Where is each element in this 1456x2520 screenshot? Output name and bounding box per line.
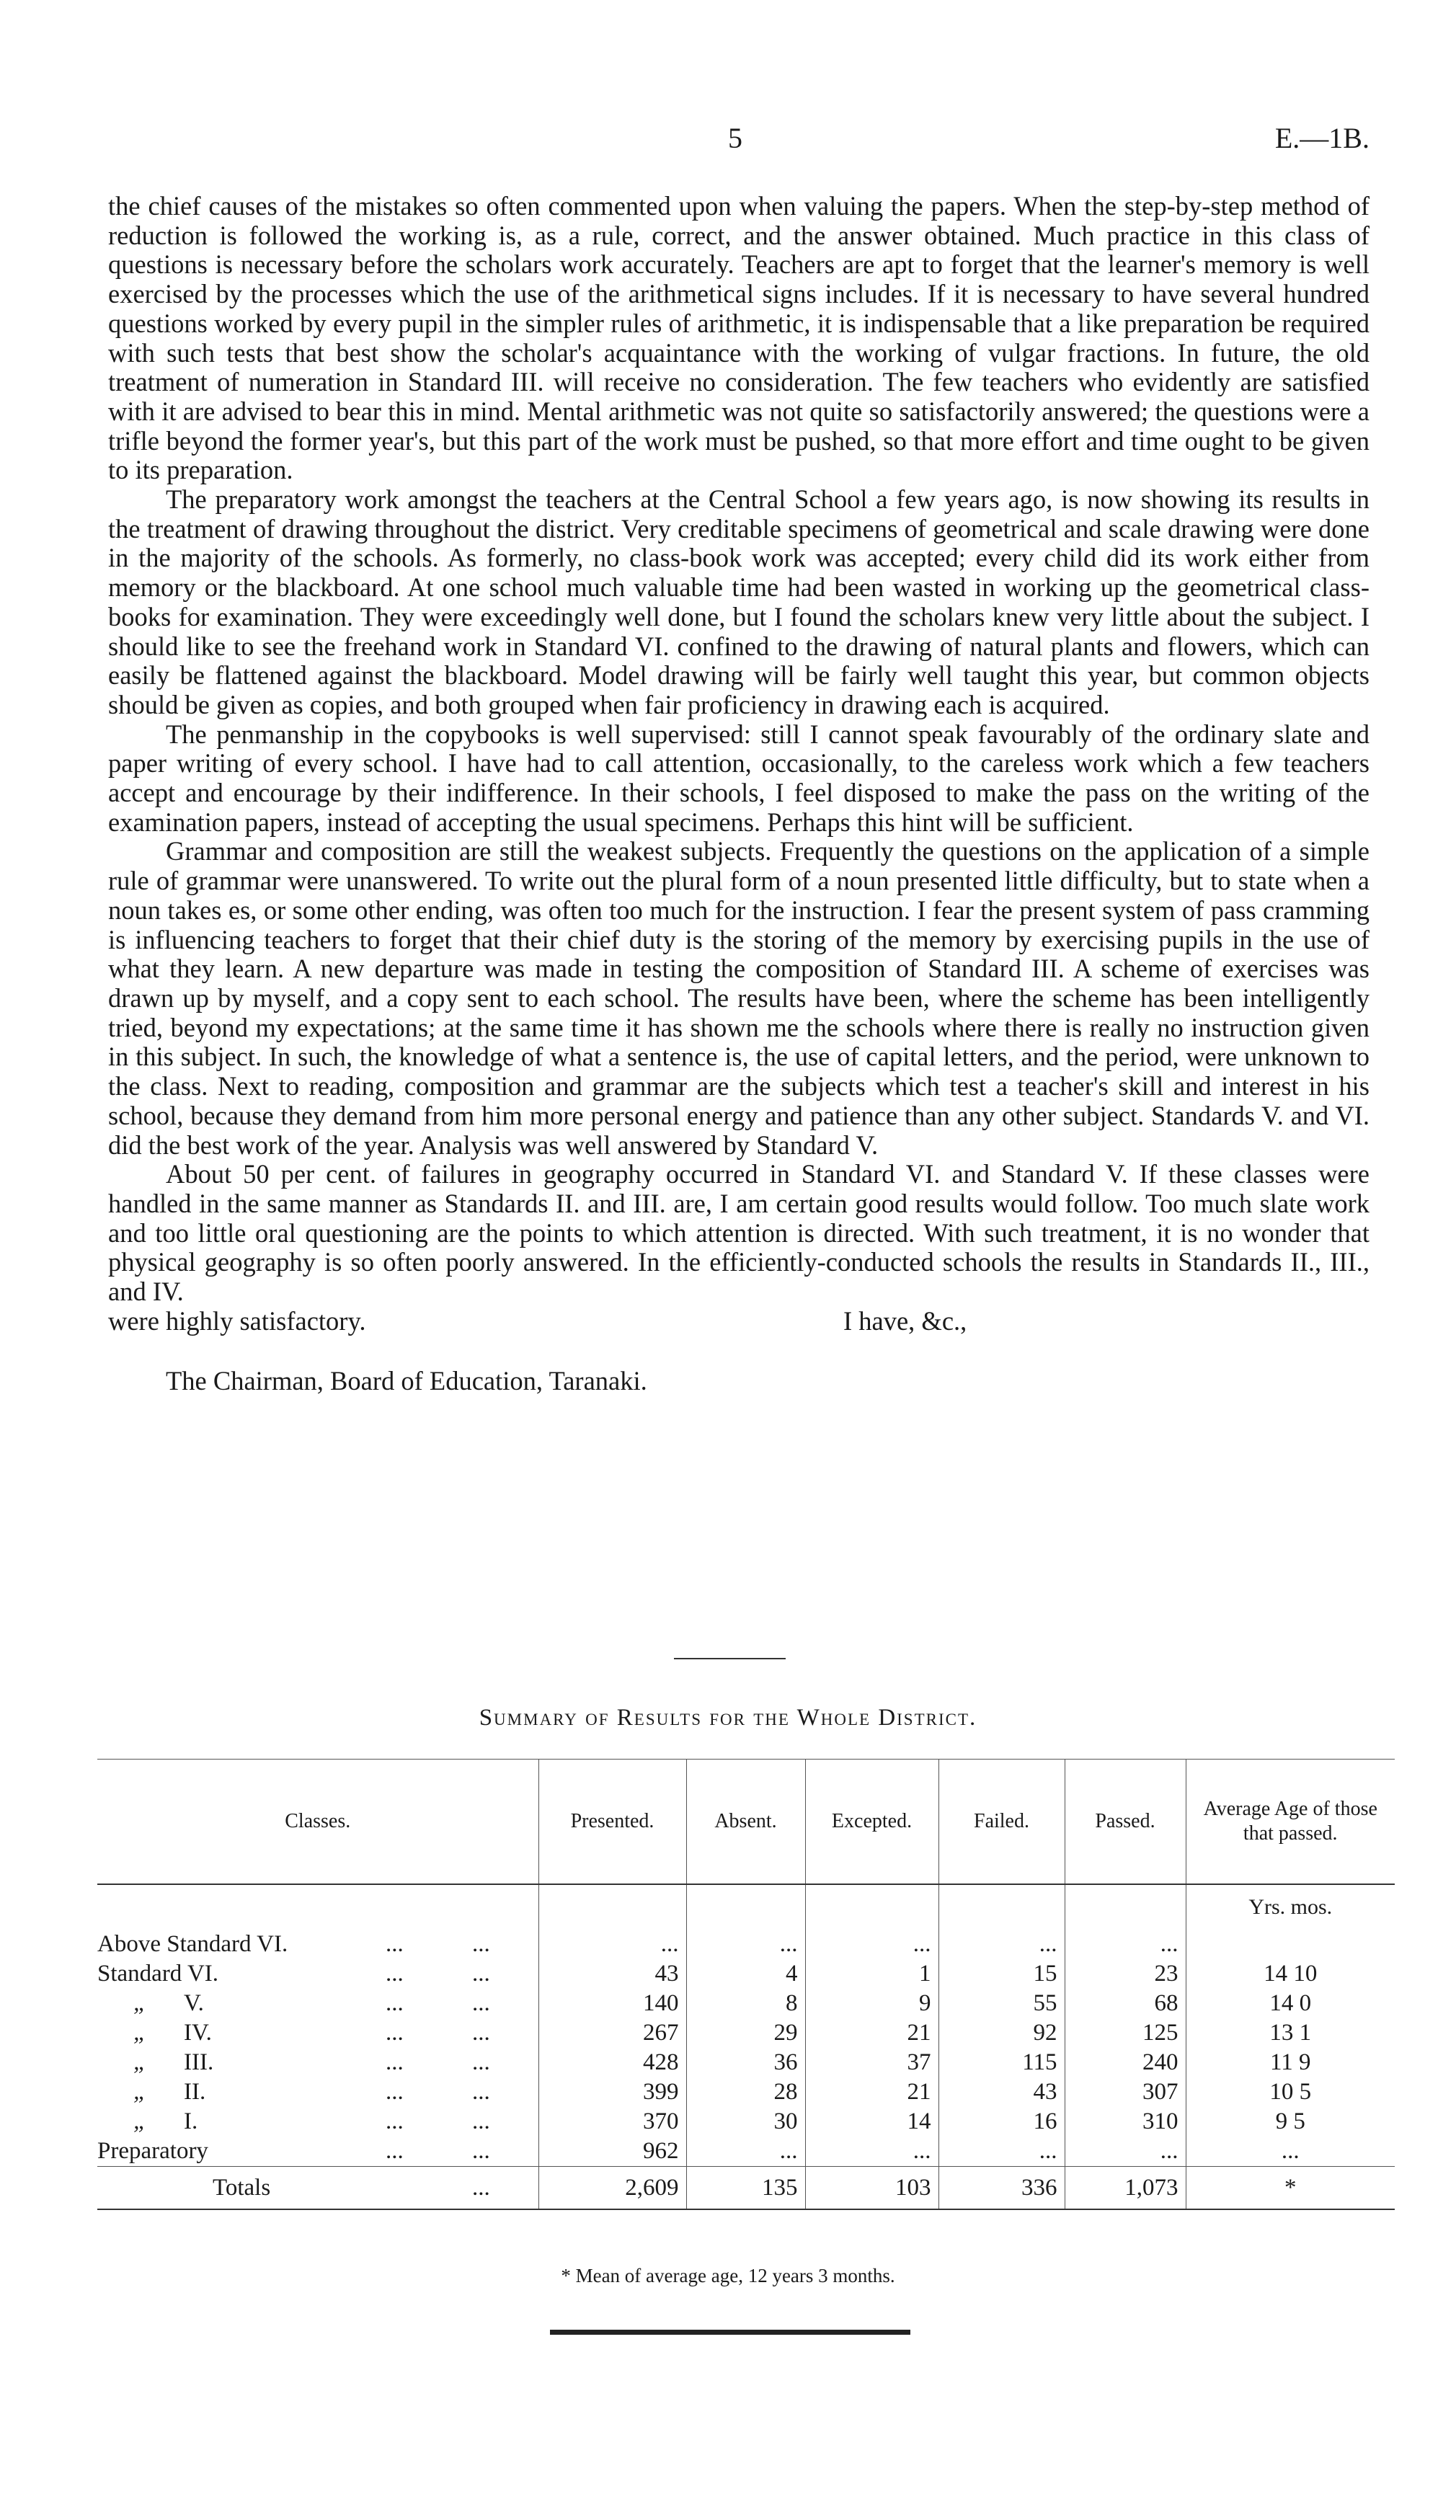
section-divider [674,1658,786,1659]
paragraph-geography: About 50 per cent. of failures in geography occurred in Standard VI. and Standard V. If these classes were handled in the same manner as Standards II. and III. are, I am certain good results would follow. Too much slate work and too little oral questioning are the points to which attention is directed. With such treatment, it is no wonder that physical geography is so often poorly answered. In the efficiently-conducted schools the results in Standards II., III., and IV. [108,1159,1370,1307]
paragraph-grammar: Grammar and composition are still the weakest subjects. Frequently the questions on the application of a simple rule of grammar were unanswered. To write out the plural form of a noun presented little difficulty, but to state when a noun takes es, or some other ending, was often too much for the instruction. I fear the present system of pass cramming is influencing teachers to forget that their chief duty is the storing of the memory by exercising pupils in the use of what they learn. A new departure was made in testing the composition of Standard III. A scheme of exercises was drawn up by myself, and a copy sent to each school. The results have been, where the scheme has been intelligently tried, beyond my expectations; at the same time it has shown me the schools where there is really no instruction given in this subject. In such, the knowledge of what a sentence is, the use of capital letters, and the period, were unknown to the class. Next to reading, composition and grammar are the subjects which test a teacher's skill and interest in his school, because they demand from him more personal energy and patience than any other subject. Standards V. and VI. did the best work of the year. Analysis was well answered by Standard V. [108,836,1370,1160]
page-number: 5 [728,122,742,154]
class-label: II. [184,2079,206,2105]
leader-dots: ... [386,1931,404,1957]
passed-cell: 68 [1065,1989,1186,2018]
presented-cell: 43 [538,1959,686,1989]
age-cell: 11 9 [1186,2048,1395,2077]
excepted-cell: 9 [805,1989,938,2018]
leader-dots: ... [472,2138,490,2164]
excepted-cell: ... [805,2137,938,2167]
class-label: Standard VI. [97,1961,219,1987]
passed-cell: 240 [1065,2048,1186,2077]
totals-row [97,2167,1395,2210]
leader-dots: ... [472,2108,490,2134]
leader-dots: ... [472,2020,490,2046]
leader-dots: ... [472,1990,490,2016]
ditto-mark: „ [133,2079,147,2105]
table-row [97,2107,1395,2137]
ditto-mark: „ [133,1990,147,2016]
leader-dots: ... [472,2079,490,2105]
class-label: I. [184,2108,198,2134]
failed-cell: ... [938,2137,1065,2167]
excepted-cell: ... [805,1930,938,1959]
report-body [108,192,1370,1396]
presented-cell: 267 [538,2018,686,2048]
addressee: The Chairman, Board of Education, Taranaki. [166,1366,647,1396]
leader-dots: ... [472,1931,490,1957]
presented-cell: 140 [538,1989,686,2018]
table-row [97,1930,1395,1959]
age-unit: Yrs. mos. [1186,1884,1395,1930]
absent-cell: 4 [686,1959,805,1989]
header-classes: Classes. [285,1810,351,1832]
absent-cell: 36 [686,2048,805,2077]
presented-cell: 370 [538,2107,686,2137]
leader-dots: ... [386,2020,404,2046]
table-row [97,1959,1395,1989]
presented-cell: ... [538,1930,686,1959]
passed-cell: ... [1065,1930,1186,1959]
leader-dots: ... [386,1961,404,1987]
header-absent: Absent. [686,1760,805,1885]
age-cell: 10 5 [1186,2077,1395,2107]
table-row [97,2048,1395,2077]
failed-cell: 115 [938,2048,1065,2077]
closing-line [108,1307,1370,1336]
class-name-cell [97,1930,538,1959]
class-label: IV. [184,2020,212,2046]
absent-cell: 28 [686,2077,805,2107]
absent-cell: 8 [686,1989,805,2018]
ditto-mark: „ [133,2049,147,2075]
age-cell: 14 0 [1186,1989,1395,2018]
class-label: Preparatory [97,2138,208,2164]
closing-sentence-end: were highly satisfactory. [108,1305,366,1336]
paragraph-drawing: The preparatory work amongst the teachers at the Central School a few years ago, is now showing its results in the treatment of drawing throughout the district. Very creditable specimens of geometrical and scale drawing were done in the majority of the schools. As formerly, no class-book work was accepted; every child did its work either from memory or the blackboard. At one school much valuable time had been wasted in working up the geometrical class-books for examination. They were exceedingly well done, but I found the scholars knew very little about the subject. I should like to see the freehand work in Standard VI. confined to the drawing of natural plants and flowers, which can easily be flattened against the blackboard. Model drawing will be fairly well taught this year, but common objects should be given as copies, and both grouped when fair proficiency in drawing each is acquired. [108,484,1370,719]
age-cell: 14 10 [1186,1959,1395,1989]
passed-cell: 310 [1065,2107,1186,2137]
total-passed-cell: 1,073 [1065,2167,1186,2210]
total-excepted-cell: 103 [805,2167,938,2210]
failed-cell: 43 [938,2077,1065,2107]
presented-cell: 962 [538,2137,686,2167]
passed-cell: ... [1065,2137,1186,2167]
absent-cell: ... [686,2137,805,2167]
passed-cell: 307 [1065,2077,1186,2107]
ditto-mark: „ [133,2020,147,2046]
age-cell [1186,1930,1395,1959]
presented-cell: 428 [538,2048,686,2077]
results-table [97,1759,1395,2210]
paragraph-arithmetic: the chief causes of the mistakes so often commented upon when valuing the papers. When the step-by-step method of reduction is followed the working is, as a rule, correct, and the answer obtained. Much practice in this class of questions is necessary before the scholars work accurately. Teachers are apt to forget that the learner's memory is well exercised by the processes which the use of the arithmetical signs includes. If it is necessary to have several hundred questions worked by every pupil in the simpler rules of arithmetic, it is indispensable that a like preparation be required with such tests that best show the scholar's acquaintance with the working of vulgar fractions. In future, the old treatment of numeration in Standard III. will receive no consideration. The few teachers who evidently are satisfied with it are advised to bear this in mind. Mental arithmetic was not quite so satisfactorily answered; the questions were a trifle beyond the former year's, but this part of the work must be pushed, so that more effort and time ought to be given to its preparation. [108,191,1370,485]
absent-cell: 29 [686,2018,805,2048]
class-name-cell [97,2018,538,2048]
failed-cell: 92 [938,2018,1065,2048]
header-average-age: Average Age of those that passed. [1186,1760,1395,1885]
age-cell: 9 5 [1186,2107,1395,2137]
header-excepted: Excepted. [805,1760,938,1885]
excepted-cell: 21 [805,2018,938,2048]
page-header [0,121,1456,164]
absent-cell: 30 [686,2107,805,2137]
table-row [97,2077,1395,2107]
header-presented: Presented. [538,1760,686,1885]
leader-dots: ... [386,2079,404,2105]
leader-dots: ... [386,2138,404,2164]
leader-dots: ... [472,2175,490,2201]
document-reference: E.—1B. [1274,122,1370,154]
table-header-row [97,1760,1395,1885]
total-age-cell: * [1186,2167,1395,2210]
class-name-cell [97,2137,538,2167]
excepted-cell: 21 [805,2077,938,2107]
header-passed: Passed. [1065,1760,1186,1885]
failed-cell: ... [938,1930,1065,1959]
table-row [97,2137,1395,2167]
failed-cell: 16 [938,2107,1065,2137]
absent-cell: ... [686,1930,805,1959]
total-failed-cell: 336 [938,2167,1065,2210]
leader-dots: ... [386,2049,404,2075]
class-label: III. [184,2049,214,2075]
age-cell: 13 1 [1186,2018,1395,2048]
class-name-cell [97,1989,538,2018]
totals-label-cell [97,2167,538,2210]
totals-label: Totals [213,2175,271,2201]
passed-cell: 23 [1065,1959,1186,1989]
failed-cell: 15 [938,1959,1065,1989]
excepted-cell: 14 [805,2107,938,2137]
class-label: Above Standard VI. [97,1931,288,1957]
class-name-cell [97,2077,538,2107]
table-footnote: * Mean of average age, 12 years 3 months. [561,2265,895,2286]
class-name-cell [97,2107,538,2137]
leader-dots: ... [472,2049,490,2075]
passed-cell: 125 [1065,2018,1186,2048]
paragraph-penmanship: The penmanship in the copybooks is well supervised: still I cannot speak favourably of the ordinary slate and paper writing of every school. I have had to call attention, occasionally, to the careless work which a few teachers accept and encourage by their indifference. In their schools, I feel disposed to make the pass on the writing of the examination papers, instead of accepting the usual specimens. Perhaps this hint will be sufficient. [108,719,1370,837]
leader-dots: ... [386,1990,404,2016]
unit-row [97,1884,1395,1930]
excepted-cell: 1 [805,1959,938,1989]
leader-dots: ... [386,2108,404,2134]
signature-line [108,1336,1370,1365]
total-absent-cell: 135 [686,2167,805,2210]
header-failed: Failed. [938,1760,1065,1885]
leader-dots: ... [472,1961,490,1987]
class-name-cell [97,2048,538,2077]
table-title: Summary of Results for the Whole District. [479,1705,977,1731]
class-name-cell [97,1959,538,1989]
closing-salutation: I have, &c., [843,1305,967,1336]
failed-cell: 55 [938,1989,1065,2018]
end-rule [550,2330,910,2335]
excepted-cell: 37 [805,2048,938,2077]
class-label: V. [184,1990,204,2016]
table-row [97,1989,1395,2018]
presented-cell: 399 [538,2077,686,2107]
age-cell: ... [1186,2137,1395,2167]
total-presented-cell: 2,609 [538,2167,686,2210]
ditto-mark: „ [133,2108,147,2134]
table-row [97,2018,1395,2048]
